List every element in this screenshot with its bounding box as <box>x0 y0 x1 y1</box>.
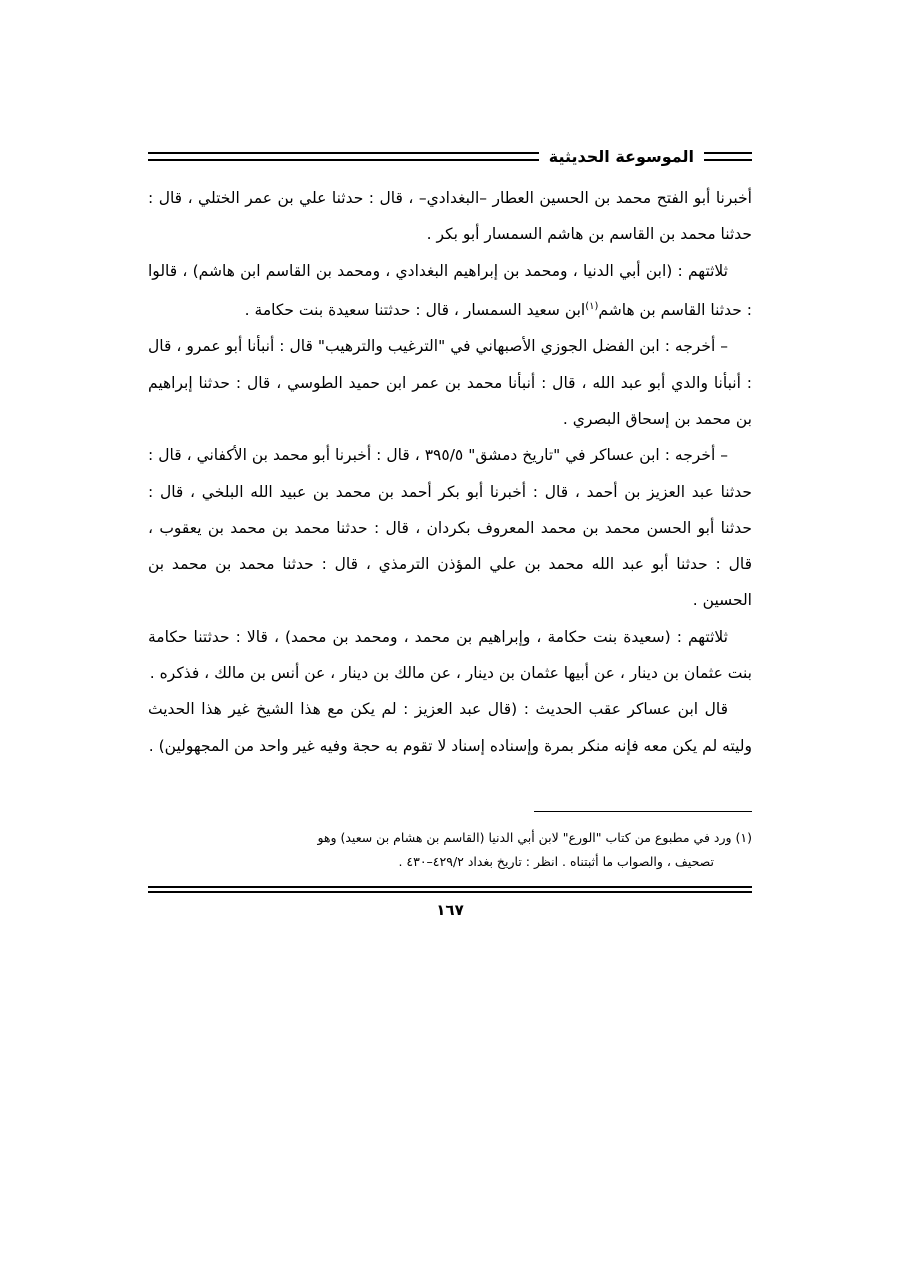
bottom-rule <box>148 886 752 893</box>
paragraph-1: أخبرنا أبو الفتح محمد بن الحسين العطار –البغدادي– ، قال : حدثنا علي بن عمر الختلي ، قال : حدثنا محمد بن القاسم بن هاشم السمسار أبو بكر . <box>148 189 752 244</box>
footnote-separator <box>534 811 752 812</box>
paragraph-6: قال ابن عساكر عقب الحديث : (قال عبد العزيز : لم يكن مع هذا الشيخ غير هذا الحديث وليته لم يكن معه فإنه منكر بمرة وإسناده إسناد لا تقوم به حجة وفيه غير واحد من المجهولين) . <box>148 700 752 755</box>
footnote <box>148 826 752 874</box>
footnote-line-1: (١) ورد في مطبوع من كتاب "الورع" لابن أبي الدنيا (القاسم بن هشام بن سعيد) وهو <box>317 829 752 845</box>
paragraph-2-text: ثلاثتهم : (ابن أبي الدنيا ، ومحمد بن إبراهيم البغدادي ، ومحمد بن القاسم ابن هاشم) ، قالوا : حدثنا القاسم بن هاشم <box>148 261 752 320</box>
paragraph-4-text: أخرجه : ابن عساكر في "تاريخ دمشق" ٣٩٥/٥ ، قال : أخبرنا أبو محمد بن الأكفاني ، قال : حدثنا عبد العزيز بن أحمد ، قال : أخبرنا أبو بكر أحمد بن محمد بن عبيد الله البلخي ، قال : حدثنا أبو الحسن محمد بن محمد المعروف بكردان ، قال : حدثنا محمد بن محمد بن يعقوب ، قال : حدثنا أبو عبد الله محمد بن علي المؤذن الترمذي ، قال : حدثنا محمد بن محمد بن الحسين . <box>148 446 752 610</box>
paragraph-2-tail: ابن سعيد السمسار ، قال : حدثتنا سعيدة بنت حكامة . <box>244 301 586 320</box>
page-header <box>148 138 752 174</box>
footnote-marker[interactable]: (١) <box>585 300 599 312</box>
main-text <box>148 180 752 764</box>
paragraph-3 <box>148 328 752 437</box>
document-page <box>148 138 752 919</box>
header-title: الموسوعة الحديثية <box>548 146 694 166</box>
dash: – <box>720 337 728 356</box>
page-number: ١٦٧ <box>436 900 464 919</box>
paragraph-2 <box>148 253 752 329</box>
paragraph-4 <box>148 437 752 618</box>
paragraph-5: ثلاثتهم : (سعيدة بنت حكامة ، وإبراهيم بن محمد ، ومحمد بن محمد) ، قالا : حدثتنا حكامة بنت عثمان بن دينار ، عن أبيها عثمان بن دينار ، عن مالك بن دينار ، عن أنس بن مالك ، فذكره . <box>148 627 752 683</box>
header-rule-short <box>704 152 752 161</box>
footnote-line-2: تصحيف ، والصواب ما أثبتناه . انظر : تاريخ بغداد ٤٢٩/٢–٤٣٠ . <box>398 853 714 869</box>
header-rule-long <box>148 152 539 161</box>
dash: – <box>720 446 728 465</box>
paragraph-3-text: أخرجه : ابن الفضل الجوزي الأصبهاني في "الترغيب والترهيب" قال : أنبأنا أبو عمرو ، قال : أنبأنا والدي أبو عبد الله ، قال : أنبأنا محمد بن عمر ابن حميد الطوسي ، قال : حدثنا إبراهيم بن محمد بن إسحاق البصري . <box>148 337 752 428</box>
